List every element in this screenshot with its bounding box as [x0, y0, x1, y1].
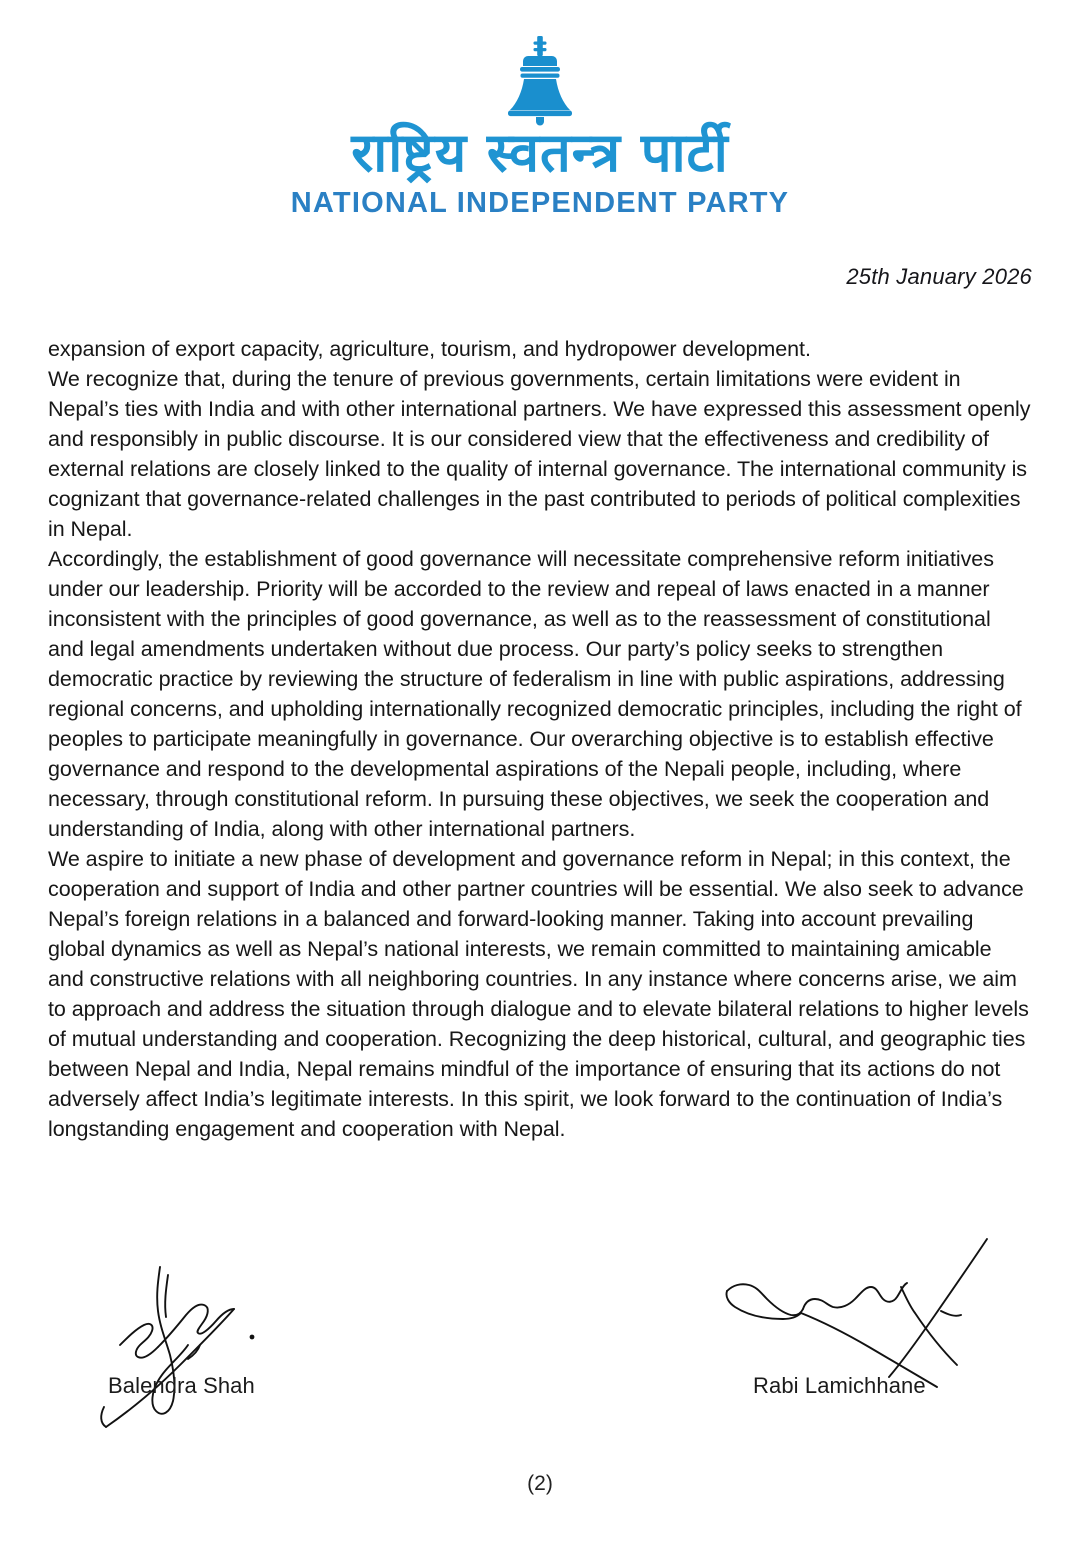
signature-block-left [70, 1215, 410, 1430]
page-number: (2) [527, 1472, 553, 1495]
letter-paragraph: We aspire to initiate a new phase of development and governance reform in Nepal; in this context, the cooperation and support of India and other partner countries will be essential. We also seek to advance Nepal’s foreign relations in a balanced and forward-looking manner. Taking into account prevailing global dynamics as well as Nepal’s national interests, we remain committed to maintaining amicable and constructive relations with all neighboring countries. In any instance where concerns arise, we aim to approach and address the situation through dialogue and to elevate bilateral relations to higher levels of mutual understanding and cooperation. Recognizing the deep historical, cultural, and geographic ties between Nepal and India, Nepal remains mindful of the importance of ensuring that its actions do not adversely affect India’s legitimate interests. In this spirit, we look forward to the continuation of India’s longstanding engagement and cooperation with Nepal. [48, 847, 1029, 1141]
letter-paragraph: We recognize that, during the tenure of previous governments, certain limitations were evident in Nepal’s ties with India and with other international partners. We have expressed this assessment openly and responsibly in public discourse. It is our considered view that the effectiveness and credibility of external relations are closely linked to the quality of internal governance. The international community is cognizant that governance-related challenges in the past contributed to periods of political complexities in Nepal. [48, 367, 1031, 541]
letterhead [0, 34, 1080, 220]
letter-date: 25th January 2026 [846, 264, 1032, 289]
letter-paragraph: expansion of export capacity, agriculture, tourism, and hydropower development. [48, 337, 811, 361]
letter-body [48, 334, 1032, 1144]
party-name-nepali: राष्ट्रिय स्वतन्त्र पार्टी [351, 121, 729, 184]
signatory-name: Balendra Shah [108, 1373, 255, 1398]
letter-paragraph: Accordingly, the establishment of good governance will necessitate comprehensive reform initiatives under our leadership. Priority will be accorded to the review and repeal of laws enacted in a manner inconsistent with the principles of good governance, as well as to the reassessment of constitutional and legal amendments undertaken without due process. Our party’s policy seeks to strengthen democratic practice by reviewing the structure of federalism in line with public aspirations, addressing regional concerns, and upholding internationally recognized democratic principles, including the right of peoples to participate meaningfully in governance. Our overarching objective is to establish effective governance and respond to the developmental aspirations of the Nepali people, including, where necessary, through constitutional reform. In pursuing these objectives, we seek the cooperation and understanding of India, along with other international partners. [48, 547, 1022, 841]
bell-icon [495, 34, 585, 126]
party-name-english: NATIONAL INDEPENDENT PARTY [290, 187, 790, 220]
signature-block-right [705, 1215, 1035, 1430]
signatory-name: Rabi Lamichhane [753, 1373, 926, 1398]
party-emblem [0, 34, 1080, 126]
